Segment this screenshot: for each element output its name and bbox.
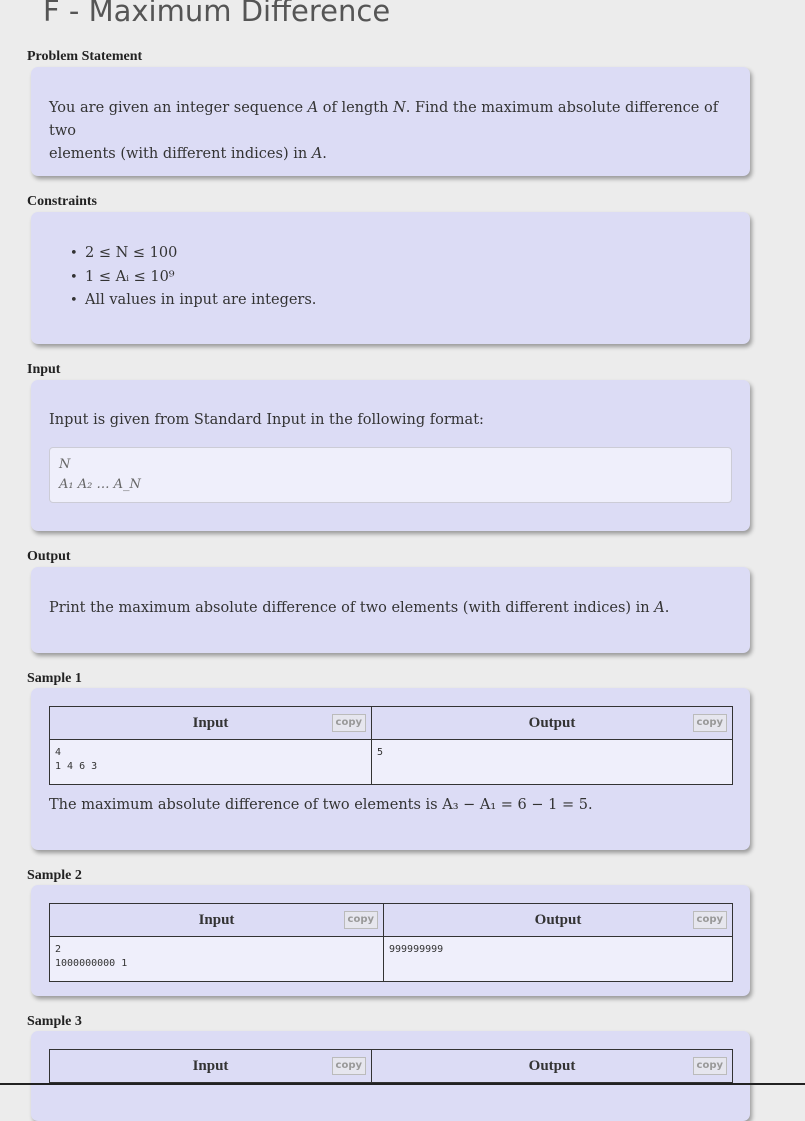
copy-output-button[interactable]: copy [693,1057,727,1075]
sample-output-header: Output copy [372,1050,733,1083]
sample-input-header: Input copy [50,1050,372,1083]
problem-statement-text: You are given an integer sequence A of length N. Find the maximum absolute difference of two elements (with different indices) in A. [49,100,719,162]
sample-input-header: Input copy [50,707,372,740]
copy-input-button[interactable]: copy [332,1057,366,1075]
problem-statement-heading: Problem Statement [27,49,143,64]
page-title: F - Maximum Difference [43,0,391,28]
sample-output-header: Output copy [384,904,733,937]
output-card [31,567,750,653]
copy-output-button[interactable]: copy [693,714,727,732]
constraints-heading: Constraints [27,194,98,209]
sample-2-heading: Sample 2 [27,868,82,883]
sample-1-table [49,706,733,785]
sample-2-card [31,885,750,996]
sample-1-note: The maximum absolute difference of two elements is A₃ − A₁ = 6 − 1 = 5. [49,797,593,813]
input-format-box [49,447,732,503]
constraints-card [31,212,750,344]
constraint-item: • All values in input are integers. [85,289,316,313]
input-description: Input is given from Standard Input in the following format: [49,412,484,428]
input-heading: Input [27,362,61,377]
sample-3-table [49,1049,733,1083]
output-description: Print the maximum absolute difference of two elements (with different indices) in A. [49,600,670,616]
sample-output-header: Output copy [372,707,733,740]
problem-statement-card [31,67,750,176]
copy-input-button[interactable]: copy [344,911,378,929]
input-format-line: N [59,457,71,472]
copy-input-button[interactable]: copy [332,714,366,732]
output-heading: Output [27,549,71,564]
sample-input-value: 4 1 4 6 3 [50,740,372,785]
sample-output-value: 5 [372,740,733,785]
sample-input-value: 2 1000000000 1 [50,937,384,982]
input-format-line: A₁ A₂ … A_N [59,477,141,492]
constraint-item: • 2 ≤ N ≤ 100 [85,242,316,266]
input-card [31,380,750,531]
copy-output-button[interactable]: copy [693,911,727,929]
sample-1-heading: Sample 1 [27,671,82,686]
sample-input-header: Input copy [50,904,384,937]
constraint-item: • 1 ≤ Aᵢ ≤ 10⁹ [85,266,316,290]
constraints-list [85,242,316,313]
sample-1-card [31,688,750,850]
sample-output-value: 999999999 [384,937,733,982]
sample-3-heading: Sample 3 [27,1014,82,1029]
sample-2-table [49,903,733,982]
sample-3-card [31,1031,750,1121]
